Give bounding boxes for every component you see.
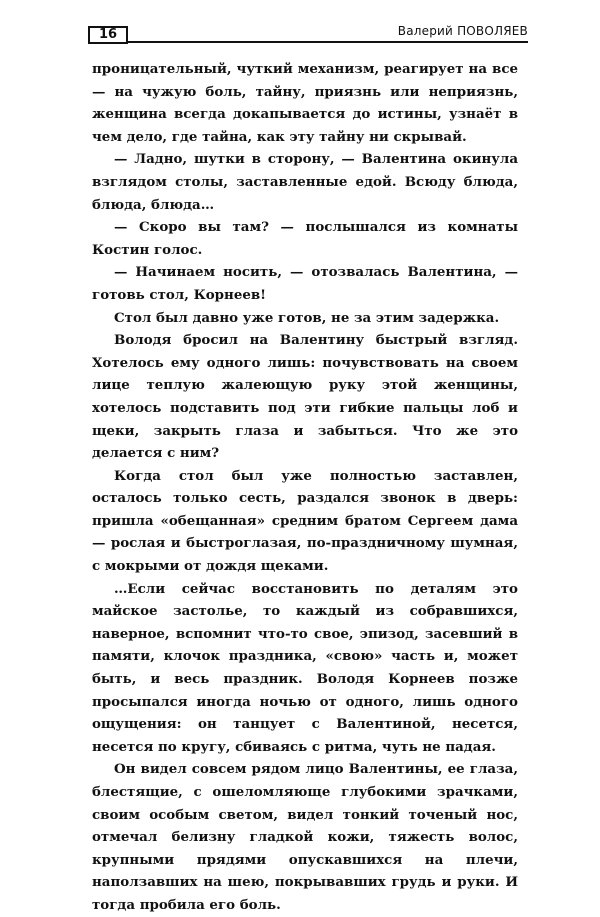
paragraph: проницательный, чуткий механизм, реагирует на все — на чужую боль, тайну, приязнь или неприязнь, женщина всегда докапывается до истины, узнаёт в чем дело, где тайна, как эту тайну ни скрывай.: [92, 61, 518, 145]
paragraph: — Ладно, шутки в сторону, — Валентина окинула взглядом столы, заставленные едой. Всюду блюда, блюда, блюда…: [92, 151, 518, 213]
paragraph: …Если сейчас восстановить по деталям это майское застолье, то каждый из собравшихся, наверное, вспомнит что-то свое, эпизод, засевший в памяти, клочок праздника, «свою» часть и, может быть, и весь праздник. Володя Корнеев позже просыпался иногда ночью от одного, лишь одного ощущения: он танцует с Валентиной, несется, несется по кругу, сбиваясь с ритма, чуть не падая.: [92, 580, 518, 755]
paragraph: Когда стол был уже полностью заставлен, осталось только сесть, раздался звонок в дверь: пришла «обещанная» средним братом Сергеем дама — рослая и быстроглазая, по-праздничному шумная, с мокрыми от дождя щеками.: [92, 467, 518, 575]
header-rule: [128, 41, 528, 43]
header-author: Валерий ПОВОЛЯЕВ: [397, 24, 528, 38]
paragraph: Володя бросил на Валентину быстрый взгляд. Хотелось ему одного лишь: почувствовать на своем лице теплую жалеющую руку этой женщины, хотелось подставить под эти гибкие пальцы лоб и щеки, закрыть глаза и забыться. Что же это делается с ним?: [92, 332, 518, 462]
paragraph: — Начинаем носить, — отозвалась Валентина, — готовь стол, Корнеев!: [92, 264, 518, 303]
paragraph: Он видел совсем рядом лицо Валентины, ее глаза, блестящие, с ошеломляюще глубокими зрачками, своим особым светом, видел тонкий точеный нос, отмечал белизну гладкой кожи, тяжесть волос, крупными прядями опускавшихся на плечи, наползавших на шею, покрывавших грудь и руки. И тогда пробила его боль.: [92, 761, 518, 913]
paragraph: Стол был давно уже готов, не за этим задержка.: [114, 309, 500, 326]
page-number: 16: [88, 26, 128, 44]
running-header: [88, 22, 528, 44]
paragraph: — Скоро вы там? — послышался из комнаты Костин голос.: [92, 219, 518, 258]
body-text: [92, 58, 518, 917]
